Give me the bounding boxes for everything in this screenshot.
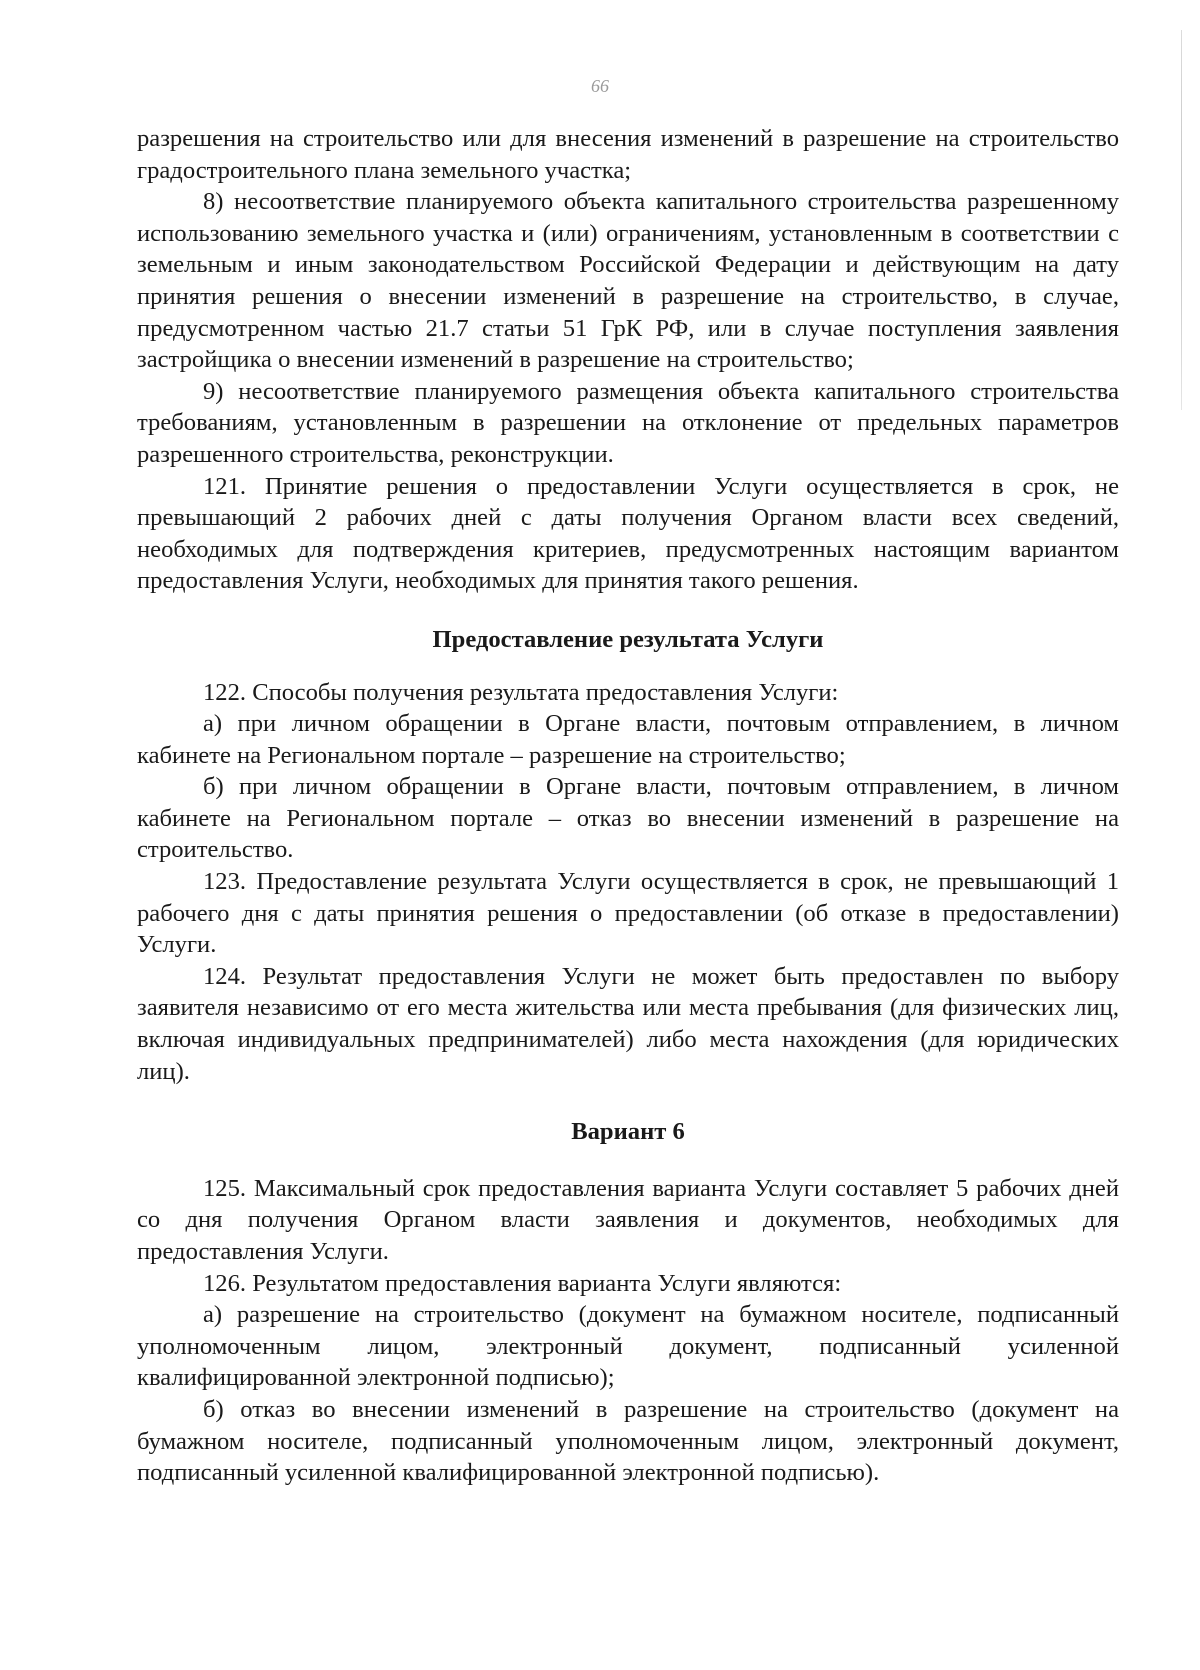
- paragraph-124: 124. Результат предоставления Услуги не может быть предоставлен по выбору заявителя независимо от его места жительства или места пребывания (для физических лиц, включая индивидуальных предпринимателей) либо места нахождения (для юридических лиц).: [137, 962, 1119, 1085]
- page-number: 66: [591, 76, 609, 96]
- paragraph-121: 121. Принятие решения о предоставлении Услуги осуществляется в срок, не превышающий 2 рабочих дней с даты получения Органом власти всех сведений, необходимых для подтверждения критериев, предусмотренных настоящим вариантом предоставления Услуги, необходимых для принятия такого решения.: [137, 472, 1119, 595]
- paragraph-126-a: а) разрешение на строительство (документ на бумажном носителе, подписанный уполномоченным лицом, электронный документ, подписанный усиленной квалифицированной электронной подписью);: [137, 1301, 1119, 1392]
- spacer: [137, 1148, 1119, 1173]
- spacer: [137, 656, 1119, 677]
- paragraph-126: 126. Результатом предоставления варианта Услуги являются:: [203, 1269, 842, 1297]
- section-heading-result: Предоставление результата Услуги: [432, 625, 824, 653]
- spacer: [137, 597, 1119, 624]
- paragraph-item-9: 9) несоответствие планируемого размещения объекта капитального строительства требованиям, установленным в разрешении на отклонение от предельных параметров разрешенного строительства, реконструкции.: [137, 377, 1119, 468]
- section-heading-variant-6: Вариант 6: [571, 1118, 685, 1146]
- paragraph-122-b: б) при личном обращении в Органе власти, почтовым отправлением, в личном кабинете на Региональном портале – отказ во внесении изменений в разрешение на строительство.: [137, 773, 1119, 864]
- paragraph-125: 125. Максимальный срок предоставления варианта Услуги составляет 5 рабочих дней со дня получения Органом власти заявления и документов, необходимых для предоставления Услуги.: [137, 1174, 1119, 1265]
- paragraph-122-a: а) при личном обращении в Органе власти, почтовым отправлением, в личном кабинете на Региональном портале – разрешение на строительство;: [137, 710, 1119, 769]
- paragraph-126-b: б) отказ во внесении изменений в разрешение на строительство (документ на бумажном носителе, подписанный уполномоченным лицом, электронный документ, подписанный усиленной квалифицированной электронной подписью).: [137, 1395, 1119, 1487]
- paragraph-123: 123. Предоставление результата Услуги осуществляется в срок, не превышающий 1 рабочего дня с даты принятия решения о предоставлении (об отказе в предоставлении) Услуги.: [137, 868, 1119, 959]
- paragraph-continuation: разрешения на строительство или для внесения изменений в разрешение на строительство градостроительного плана земельного участка;: [137, 125, 1119, 184]
- document-body: [137, 123, 1119, 1489]
- paragraph-item-8: 8) несоответствие планируемого объекта капитального строительства разрешенному использованию земельного участка и (или) ограничениям, установленным в соответствии с земельным и иным законодательством Российской Федерации и действующим на дату принятия решения о внесении изменений в разрешение на строительство, в случае, предусмотренном частью 21.7 статьи 51 ГрК РФ, или в случае поступления заявления застройщика о внесении изменений в разрешение на строительство;: [137, 188, 1119, 374]
- paragraph-122: 122. Способы получения результата предоставления Услуги:: [203, 678, 839, 706]
- spacer: [137, 1087, 1119, 1116]
